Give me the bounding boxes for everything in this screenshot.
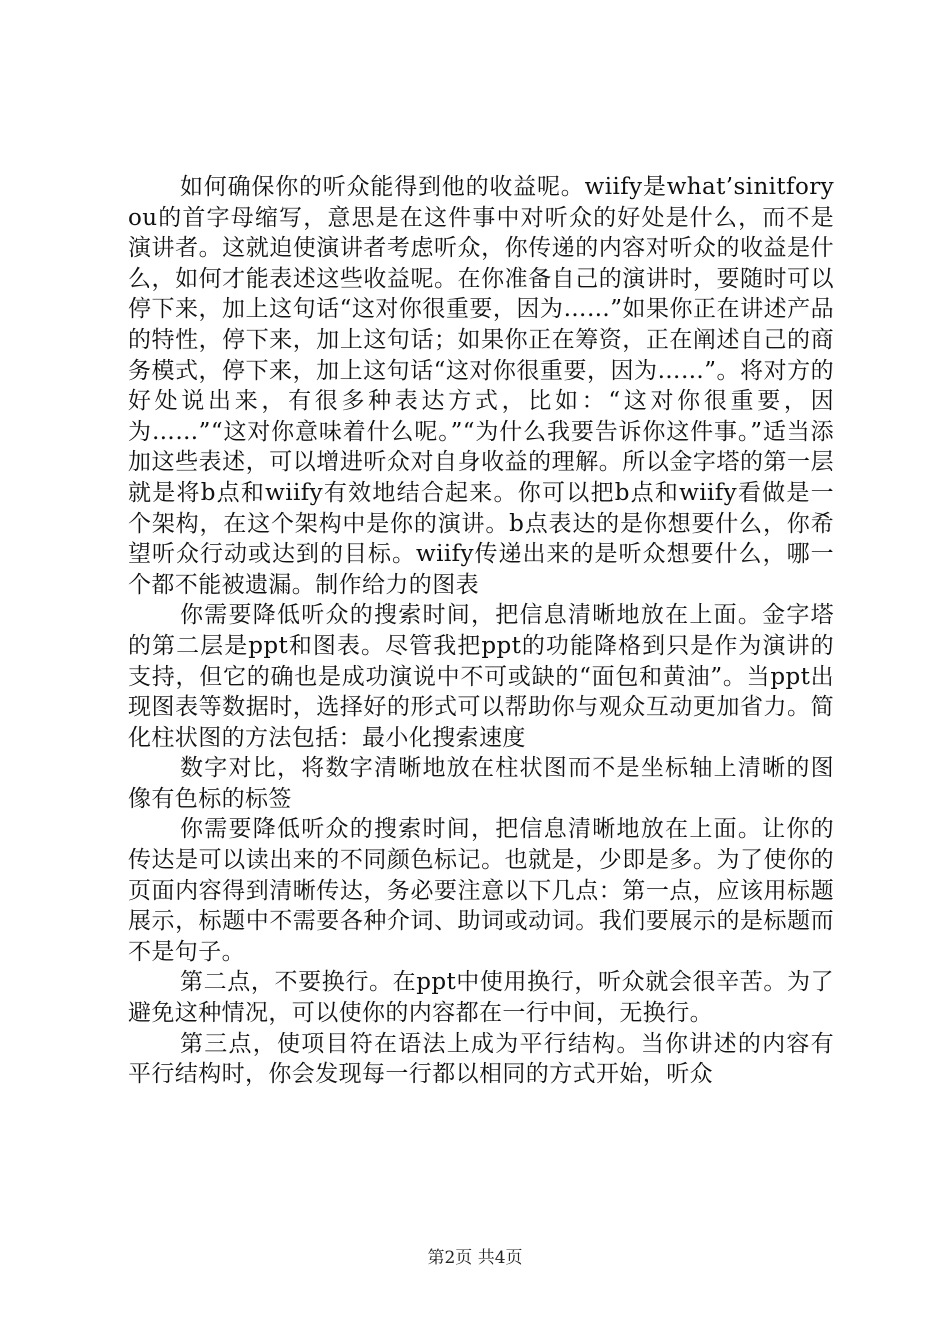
paragraph-1: 如何确保你的听众能得到他的收益呢。wiify是what’sinitforyou的首字母缩写，意思是在这件事中对听众的好处是什么，而不是演讲者。这就迫使演讲者考虑听众，你传递的内容对听众的收益是什么，如何才能表述这些收益呢。在你准备自己的演讲时，要随时可以停下来，加上这句话“这对你很重要，因为……”如果你正在讲述产品的特性，停下来，加上这句话；如果你正在筹资，正在阐述自己的商务模式，停下来，加上这句话“这对你很重要，因为……”。将对方的好处说出来，有很多种表达方式，比如：“这对你很重要，因为……”“这对你意味着什么呢。”“为什么我要告诉你这件事。”适当添加这些表述，可以增进听众对自身收益的理解。所以金字塔的第一层就是将b点和wiify有效地结合起来。你可以把b点和wiify看做是一个架构，在这个架构中是你的演讲。b点表达的是你想要什么，你希望听众行动或达到的目标。wiify传递出来的是听众想要什么，哪一个都不能被遗漏。制作给力的图表 — [128, 174, 834, 598]
paragraph-2: 你需要降低听众的搜索时间，把信息清晰地放在上面。金字塔的第二层是ppt和图表。尽管我把ppt的功能降格到只是作为演讲的支持，但它的确也是成功演说中不可或缺的“面包和黄油”。当ppt出现图表等数据时，选择好的形式可以帮助你与观众互动更加省力。简化柱状图的方法包括：最小化搜索速度 — [128, 602, 834, 751]
document-body — [128, 172, 834, 1090]
paragraph-5: 第二点，不要换行。在ppt中使用换行，听众就会很辛苦。为了避免这种情况，可以使你的内容都在一行中间，无换行。 — [128, 969, 834, 1027]
paragraph-6: 第三点，使项目符在语法上成为平行结构。当你讲述的内容有平行结构时，你会发现每一行都以相同的方式开始，听众 — [128, 1030, 834, 1088]
page-footer: 第2页 共4页 — [427, 1248, 523, 1268]
paragraph-3: 数字对比，将数字清晰地放在柱状图而不是坐标轴上清晰的图像有色标的标签 — [128, 755, 834, 812]
paragraph-4: 你需要降低听众的搜索时间，把信息清晰地放在上面。让你的传达是可以读出来的不同颜色标记。也就是，少即是多。为了使你的页面内容得到清晰传达，务必要注意以下几点：第一点，应该用标题展示，标题中不需要各种介词、助词或动词。我们要展示的是标题而不是句子。 — [128, 816, 834, 965]
